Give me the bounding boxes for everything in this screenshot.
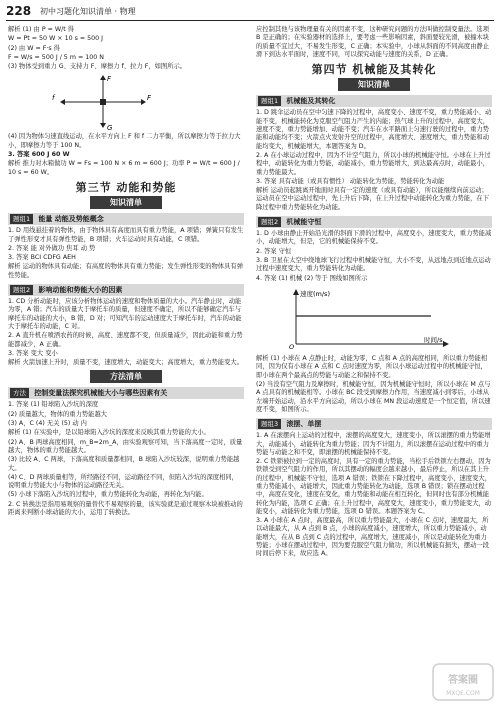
pull-label: F <box>147 94 152 103</box>
answer-line: 解析 (1) 在实验中，是以铅球陷入沙坑的深度来反映其重力势能的大小。 <box>8 429 210 437</box>
answer-line: 2. 答案 守恒 <box>256 247 292 255</box>
method-ribbon: 方法清单 <box>90 370 162 383</box>
topic-tag: 题组1 <box>10 214 33 224</box>
topic-tag: 题组2 <box>10 285 33 295</box>
answer-line: (2) 质量越大，物体的重力势能越大 <box>8 410 108 418</box>
answer-line: 2. C 转换法是指用易观察的量替代不易观察的量，该实验就是通过观察木块被推动的距离来判断小球动能的大小，运用了转换法。 <box>8 500 243 516</box>
friction-head <box>60 99 65 105</box>
answer-line: 解析 运动员起跳离开地面时具有一定的速度（或具有动能），所以能继续向前运动；运动员在空中运动过程中，先上升后下降，在上升过程中动能转化为重力势能，在下降过程中重力势能转化为动能。 <box>256 187 489 211</box>
pull-force-head <box>141 99 146 105</box>
topic-heading <box>256 418 492 430</box>
answer-line: (2) 当没有空气阻力及摩擦时，机械能守恒，因为机械能守恒时，所以小球在 M 点与 A 点具有的机械能相等。小球在 BC 段受到摩擦力作用，当速度减小到零后，小球从左端开始运动，沿水平方向运动，所以小球在 MN 段运动速度是一个恒定值，所以速度不变，如图所示。 <box>256 381 491 413</box>
answer-line: 1. CD 分析动能时，应该分析物体运动的速度和物体质量的大小。汽车静止时，动能为零，A 错；汽车的质量大于摩托车的质量，但速度不确定，所以不能够确定汽车与摩托车的动能的大小，B 错，D 对；可知汽车的运动速度大于摩托车时，汽车的动能大于摩托车的动能，C 对。 <box>8 298 242 330</box>
answer-line: 1. D 小球由静止开始沿光滑的斜面下滑的过程中，高度变小，速度变大，重力势能减小，动能增大，但是，它的机械能保持不变。 <box>256 230 492 246</box>
topic-title: 控制变量法探究机械能大小与哪些因素有关 <box>34 389 168 398</box>
topic-title: 机械能及其转化 <box>286 97 336 106</box>
topic-tag: 题组2 <box>258 217 281 227</box>
answer-line: 解析 火箭加速上升时，质量不变，速度增大，动能变大；高度增大，重力势能变大。 <box>8 359 243 367</box>
svg-text:MXQE.COM: MXQE.COM <box>446 690 480 697</box>
answer-line: 2. C 铁锁被拉到一定的高度时，具有一定的重力势能，当松手后铁锁左右摆动，因为铁锁受到空气阻力的作用，所以其摆动的幅度会越来越小，最后停止，所以在其上升的过程中，机械能不守恒，选项 A 错误；铁锁在下降过程中，高度变小，速度变大，重力势能减小，动能增大，因此重力势能转化为动能，选项 B 错误；锁在摆动过程中，高度在变化，速度在变化，重力势能和动能在相互转化，但同时也有部分机械能转化为内能，选项 C 正确；在上升过程中，高度变大，速度变小，重力势能变大，动能变小，动能转化为重力势能，选项 D 错误。本题答案为 C。 <box>256 458 492 515</box>
topic-title: 机械能守恒 <box>286 218 322 227</box>
friction-label: f <box>52 94 55 103</box>
y-axis-label: 速度(m/s) <box>300 289 330 298</box>
answer-line: 3. 答案 具有动能（或具有惯性） 动能转化为势能，势能转化为动能 <box>256 177 445 185</box>
answer-line: (3) 比较 A、C 两球，下落高度和质量都相同，B 球陷入沙坑较深，说明重力势能越大。 <box>8 456 240 472</box>
answer-line: (5) 小球下落陷入沙坑的过程中，重力势能转化为动能，再转化为内能。 <box>8 491 208 499</box>
watermark-logo <box>432 663 494 701</box>
answer-line: 1. D 跳伞运动员在空中匀速下降的过程中，高度变小、速度不变，重力势能减小、动能不变，机械能转化为克服空气阻力产生的内能；热气球上升的过程中，高度变大，速度不变，重力势能增加、动能不变；汽车在水平路面上匀速行驶的过程中，重力势能和动能均不变；火箭点火发射升空的过程中，高度增大、速度增大，重力势能和动能均变大，机械能增大，本题答案为 D。 <box>256 109 492 150</box>
left-pre-line: (4) 因为物体匀速直线运动，在水平方向上 F 和 f 二力平衡，所以摩擦力等于拉力大小，即摩擦力等于 100 N。 <box>8 133 241 149</box>
left-pre-line: (2) 由 W = F·s 得 <box>8 44 60 52</box>
answer-line: 3. 答案 变大 变小 <box>8 349 58 357</box>
force-diagram-svg <box>48 73 158 131</box>
answer-line: 1. D 用线悬挂着的物体，由于物体具有高度而具有重力势能，A 项错；弹簧只有发生了弹性形变才具有弹性势能，B 项错；火车运动时具有动能，C 项错。 <box>8 227 244 243</box>
force-diagram <box>48 73 158 131</box>
section-title: 第四节 机械能及其转化 <box>311 63 437 77</box>
y-axis-arrow <box>293 289 299 295</box>
checklist-ribbon: 知识清单 <box>90 196 162 209</box>
left-pre-line: 3. 答案 600 J 60 W <box>8 151 70 159</box>
running-title: 初中习题化知识清单 · 物理 <box>40 7 136 16</box>
topic-title: 影响动能和势能大小的因素 <box>38 286 123 295</box>
answer-line: 解析 (1) 小球在 A 点静止时，动能为零，C 点和 A 点的高度相同，所以重力势能相同，因为仅有小球在 A 点和 C 点时速度为零，所以小球运动过程中的机械能守恒，即小球在两个最高点的势能与动能之和保持不变。 <box>256 355 488 379</box>
header-rule <box>6 20 494 21</box>
topic-heading <box>8 387 244 399</box>
left-pre-line: 解析 推力对木箱做功 W = Fs = 100 N × 6 m = 600 J；功率 P = W/t = 600 J / 10 s = 60 W。 <box>8 160 240 176</box>
answer-line: (3) A，C (4) 无关 (5) 动 内 <box>8 420 87 428</box>
answer-line: 3. 答案 BCI CDFG AEH <box>8 254 76 262</box>
page-header <box>0 0 500 22</box>
page-number: 228 <box>6 4 32 18</box>
answer-line: 1. A 在滚摆向上运动的过程中，滚摆的高度变大，速度变小，所以滚摆的重力势能增大，动能减小，动能转化为重力势能；因为不计阻力，所以滚摆在运动过程中的重力势能与动能之和不变，即滚摆的机械能保持不变。 <box>256 432 491 456</box>
topic-title: 能量 动能及势能概念 <box>38 215 104 224</box>
answer-line: 4. 答案 (1) 机械 (2) 等于 图线如图所示 <box>256 274 368 282</box>
answer-line: 解析 运动的物体具有动能；有高度的物体具有重力势能；发生弹性形变的物体具有弹性势能。 <box>8 263 243 279</box>
answer-line: 2. 答案 能 对外做功 焦耳 动 势 <box>8 244 96 252</box>
answer-line: 2. A 直升机在喷洒农药的时候，高度、速度都不变，但质量减少，因此动能和重力势能都减少，A 正确。 <box>8 332 243 348</box>
gravity-label: G <box>107 124 113 132</box>
gravity-head <box>100 123 106 128</box>
topic-heading <box>256 216 492 228</box>
origin-label: O <box>289 342 295 350</box>
answer-line: 3. A 小球在 A 点时，高度最高，所以重力势能最大，小球在 C 点时，速度最大，所以动能最大，从 A 点到 B 点，小球的高度减小，速度增大，所以重力势能减小，动能增大，在从 B 点到 C 点的过程中，高度增大，速度减小，所以是动能转化为重力势能；小球在摆动过程中，因为要克服空气阻力做功，所以机械能有损失，摆动一段时间后停下来，故应选 A。 <box>256 517 489 558</box>
left-pre-line: (3) 物体受到重力 G、支持力 F、摩擦力 f、拉力 F，如图所示。 <box>8 63 187 71</box>
svg-text:答案圈: 答案圈 <box>448 675 478 686</box>
topic-tag: 题组1 <box>258 96 281 106</box>
right-column <box>256 26 492 560</box>
topic-heading <box>256 95 492 107</box>
topic-tag: 题组3 <box>258 419 281 429</box>
left-pre-line: F = W/s = 500 J / 5 m = 100 N <box>8 53 104 61</box>
support-label: F <box>107 75 112 84</box>
speed-time-graph <box>256 286 486 350</box>
answer-line: 3. B 卫星在太空中绕地球飞行过程中机械能守恒，大小不变，从远地点到近地点运动过程中速度变大，重力势能转化为动能。 <box>256 256 491 273</box>
checklist-ribbon: 知识清单 <box>338 78 410 91</box>
answer-line: (2) A、B 两球高度相同，m_B=2m_A，由实验观察可知，当下落高度一定时，质量越大，物体的重力势能越大。 <box>8 438 243 454</box>
x-axis-label: 时间/s <box>424 335 443 344</box>
answer-line: 2. A 在小球运动过程中，因为不计空气阻力，所以小球的机械能守恒。小球在上升过程中，动能转化为重力势能，动能减小，重力势能增大，到达最高点时，动能最小，重力势能最大。 <box>256 151 491 176</box>
answer-line: 1. 答案 (1) 铅球陷入沙坑的深度 <box>8 401 99 409</box>
topic-heading <box>8 284 244 296</box>
left-pre-line: W = Pt = 50 W × 10 s = 500 J <box>8 35 104 43</box>
topic-tag: 方法 <box>10 388 29 398</box>
right-pre-line: 应控制其他与该物理量有关的因素不变，这种研究问题的方法叫做控制变量法。选项 B 是正确的；在实验器材的选择上，要考虑一些影响因素，斜面要较光滑，被撞木块的质量不宜过大，不易发生形变，C 正确；本实验中，小球从斜面的不同高度由静止滑下到达水平面时，速度不同，可以探究动能与速度的关系，D 正确。 <box>256 26 490 58</box>
topic-heading <box>8 213 244 225</box>
section-title: 第三节 动能和势能 <box>75 180 177 194</box>
answer-line: (4) C、D 两球质量相等，所经路径不同，运动路径不同，但陷入沙坑的深度相同，说明重力势能大小与物体的运动路径无关。 <box>8 473 238 490</box>
topic-title: 滚摆、单摆 <box>286 420 322 429</box>
left-pre-line: 解析 (1) 由 P = W/t 得 <box>8 26 75 33</box>
x-axis-arrow <box>443 341 449 347</box>
left-column <box>8 26 244 518</box>
support-force-head <box>100 75 106 80</box>
